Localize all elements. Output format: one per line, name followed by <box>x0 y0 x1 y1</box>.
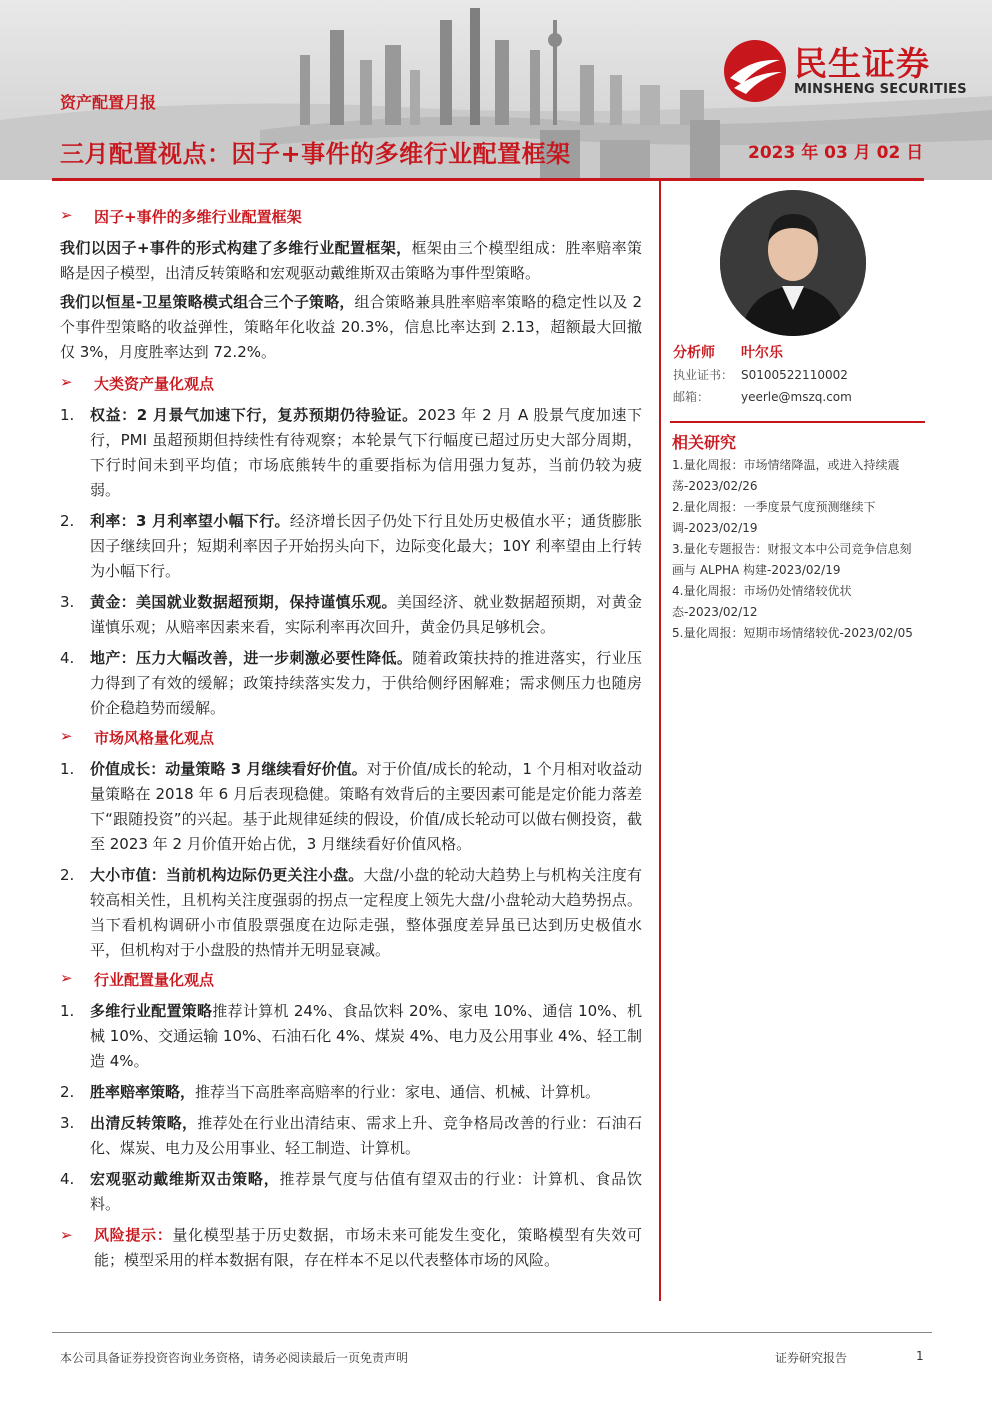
related-divider <box>670 421 925 423</box>
related-research-item[interactable]: 3.量化专题报告：财报文本中公司竞争信息刻画与 ALPHA 构建-2023/02/19 <box>672 542 912 577</box>
main-content <box>60 206 642 1273</box>
analyst-photo <box>720 190 866 336</box>
related-research-list <box>672 455 922 644</box>
footer-divider <box>52 1332 932 1333</box>
analyst-info <box>673 342 933 408</box>
list-item: 4. 地产：压力大幅改善，进一步刺激必要性降低。随着政策扶持的推进落实，行业压力得到了有效的缓解；政策持续落实发力，于供给侧纾困解难；需求侧压力也随房价企稳趋势而缓解。 <box>60 649 642 717</box>
report-title: 三月配置视点：因子+事件的多维行业配置框架 <box>60 140 571 168</box>
related-research-item[interactable]: 2.量化周报：一季度景气度预测继续下调-2023/02/19 <box>672 500 876 535</box>
arrow-icon: ➢ <box>60 373 73 391</box>
list-item: 3. 黄金：美国就业数据超预期，保持谨慎乐观。美国经济、就业数据超预期，对黄金谨慎乐观；从赔率因素来看，实际利率再次回升，黄金仍具足够机会。 <box>60 593 642 636</box>
risk-warning: ➢ 风险提示：量化模型基于历史数据，市场未来可能发生变化，策略模型有失效可能；模型采用的样本数据有限，存在样本不足以代表整体市场的风险。 <box>60 1223 642 1273</box>
arrow-icon: ➢ <box>60 206 73 224</box>
section-heading: ➢ 因子+事件的多维行业配置框架 <box>60 206 302 226</box>
analyst-license-row: 执业证书： S0100522110002 <box>673 368 848 382</box>
arrow-icon: ➢ <box>60 969 73 987</box>
list-item: 1. 多维行业配置策略推荐计算机 24%、食品饮料 20%、家电 10%、通信 10%、机械 10%、交通运输 10%、石油石化 4%、煤炭 4%、电力及公用事业 4%、轻工制造 4%。 <box>60 1002 642 1070</box>
analyst-name-row: 分析师 叶尔乐 <box>673 345 783 361</box>
brand-name-en: MINSHENG SECURITIES <box>794 82 967 97</box>
paragraph: 我们以因子+事件的形式构建了多维行业配置框架，框架由三个模型组成：胜率赔率策略是因子模型，出清反转策略和宏观驱动戴维斯双击策略为事件型策略。 <box>60 239 642 282</box>
list-item: 2. 胜率赔率策略，推荐当下高胜率高赔率的行业：家电、通信、机械、计算机。 <box>60 1083 601 1101</box>
report-type-label: 资产配置月报 <box>60 93 157 112</box>
avatar <box>720 190 866 336</box>
header-divider <box>52 178 924 181</box>
list-item: 2. 大小市值：当前机构边际仍更关注小盘。大盘/小盘的轮动大趋势上与机构关注度有较高相关性，且机构关注度强弱的拐点一定程度上领先大盘/小盘轮动大趋势拐点。当下看机构调研小市值股票强度在边际走强，整体强度差异虽已达到历史极值水平，但机构对于小盘股的热情并无明显衰减。 <box>60 866 642 959</box>
minsheng-logo <box>722 38 972 106</box>
arrow-icon: ➢ <box>60 727 73 745</box>
related-research-item[interactable]: 5.量化周报：短期市场情绪较优-2023/02/05 <box>672 626 913 640</box>
page-number: 1 <box>916 1349 924 1363</box>
list-item: 1. 价值成长：动量策略 3 月继续看好价值。对于价值/成长的轮动，1 个月相对收益动量策略在 2018 年 6 月后表现稳健。策略有效背后的主要因素可能是定价能力落差下“跟随投资”的兴起。基于此规律延续的假设，价值/成长轮动可以做右侧投资，截至 2023 年 2 月价值开始占优，3 月继续看好价值风格。 <box>60 760 642 853</box>
arrow-icon: ➢ <box>60 1226 73 1244</box>
brand-name-cn: 民生证券 <box>794 44 930 83</box>
list-item: 1. 权益：2 月景气加速下行，复苏预期仍待验证。2023 年 2 月 A 股景气度加速下行，PMI 虽超预期但持续性有待观察；本轮景气下行幅度已超过历史大部分周期，下行时间未到平均值；市场底熊转牛的重要指标为信用强力复苏，当前仍较为疲弱。 <box>60 406 642 499</box>
analyst-email-row: 邮箱： yeerle@mszq.com <box>673 390 852 404</box>
report-date: 2023 年 03 月 02 日 <box>748 143 924 163</box>
footer-disclaimer: 本公司具备证券投资咨询业务资格，请务必阅读最后一页免责声明 <box>60 1351 409 1365</box>
header-banner <box>0 0 992 180</box>
section-heading: ➢ 行业配置量化观点 <box>60 969 215 989</box>
paragraph: 我们以恒星-卫星策略模式组合三个子策略，组合策略兼具胜率赔率策略的稳定性以及 2 个事件型策略的收益弹性，策略年化收益 20.3%，信息比率达到 2.13，超额最大回撤仅 3%，月度胜率达到 72.2%。 <box>60 293 642 361</box>
related-research-item[interactable]: 1.量化周报：市场情绪降温，或进入持续震荡-2023/02/26 <box>672 458 900 493</box>
related-research-item[interactable]: 4.量化周报：市场仍处情绪较优状态-2023/02/12 <box>672 584 852 619</box>
list-item: 4. 宏观驱动戴维斯双击策略，推荐景气度与估值有望双击的行业：计算机、食品饮料。 <box>60 1170 642 1213</box>
list-item: 2. 利率：3 月利率望小幅下行。经济增长因子仍处下行且处历史极值水平；通货膨胀因子继续回升；短期利率因子开始拐头向下，边际变化最大；10Y 利率望由上行转为小幅下行。 <box>60 512 642 580</box>
logo-emblem-icon <box>722 38 788 104</box>
footer-doc-type: 证券研究报告 <box>775 1351 848 1365</box>
section-heading: ➢ 市场风格量化观点 <box>60 727 215 747</box>
column-divider <box>659 181 661 1301</box>
section-heading: ➢ 大类资产量化观点 <box>60 373 215 393</box>
list-item: 3. 出清反转策略，推荐处在行业出清结束、需求上升、竞争格局改善的行业：石油石化、煤炭、电力及公用事业、轻工制造、计算机。 <box>60 1114 642 1157</box>
related-research-heading: 相关研究 <box>672 433 737 452</box>
